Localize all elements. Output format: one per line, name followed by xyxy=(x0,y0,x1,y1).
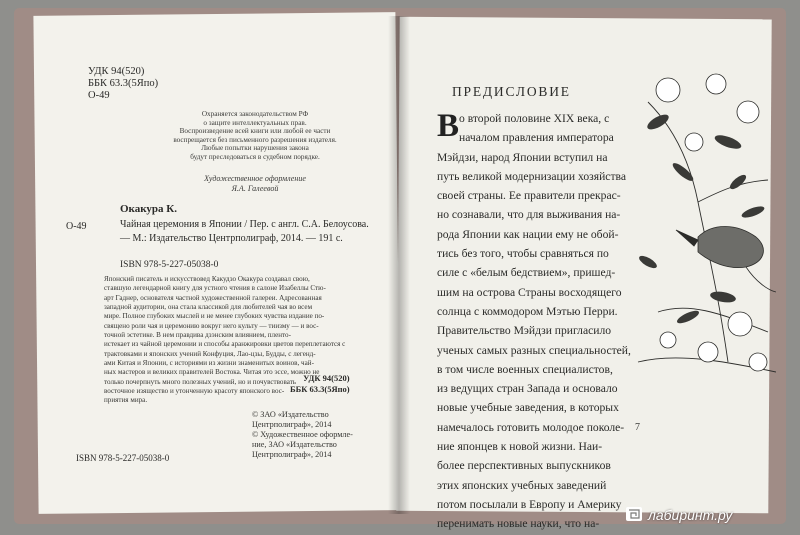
text-line: намечалось готовить молодое поколе- xyxy=(437,420,625,434)
bibliographic-record: Чайная церемония в Японии / Пер. с англ. С.А. Белоусова. — М.: Издательство Центрполиграф, 2014. — 191 с. xyxy=(120,219,369,244)
labirint-logo-icon xyxy=(625,506,643,522)
floral-bird-illustration xyxy=(628,62,776,392)
text-line: солнца с коммодором Мэтью Перри. xyxy=(437,304,618,318)
copyright-line: Воспроизведение всей книги или любой ее части xyxy=(179,127,331,136)
text-line: этих японских учебных заведений xyxy=(437,478,607,492)
rights-line: © Художественное оформле- xyxy=(252,430,353,439)
description-line: Японский писатель и искусствовед Какудзо Окакура создавал свою, xyxy=(104,275,310,283)
drop-cap: В xyxy=(437,108,460,144)
text-line: рода Японии как нации ему не обой- xyxy=(437,227,619,241)
rights-line: © ЗАО «Издательство xyxy=(252,410,329,419)
text-line: своей страны. Ее правители прекрас- xyxy=(437,189,621,203)
text-line: Правительство Мэйдзи пригласило xyxy=(437,324,612,338)
description-line: арт Гаднер, основателя частной художественной галереи. Адресованная xyxy=(104,293,322,302)
watermark: лабиринт.ру xyxy=(648,507,733,523)
copyright-line: Любые попытки нарушения закона xyxy=(201,144,309,153)
rights-line: Центрполиграф», 2014 xyxy=(252,450,332,459)
udk-line: УДК 94(520) xyxy=(88,66,145,77)
bbk-line: ББК 63.3(5Япо) xyxy=(88,78,159,89)
description-line: точной эстетике. В нем правдива дзэнским влиянием, пленто- xyxy=(104,331,291,340)
text-line: шим на острова Страны восходящего xyxy=(437,285,622,299)
udk-footer xyxy=(290,373,350,395)
description-line: восточное изящество и утонченную красоту японского вос- xyxy=(104,387,285,396)
description-line: священо роли чая и церемонию вокруг него культу — тиизму — и вос- xyxy=(104,321,319,330)
text-line: силе с «белым бедствием», пришед- xyxy=(437,266,616,280)
code-line: O-49 xyxy=(88,90,110,101)
text-line: ние японцев к новой жизни. Наи- xyxy=(437,440,603,454)
catalog-code: O-49 xyxy=(66,221,87,232)
bbk-footer-line: ББК 63.3(5Япо) xyxy=(290,384,350,394)
copyright-line: Охраняется законодательством РФ xyxy=(201,110,309,118)
rights-line: ние, ЗАО «Издательство xyxy=(252,440,337,449)
copyright-line: воспрещается без письменного разрешения издателя. xyxy=(173,135,337,144)
book-spine-gutter xyxy=(388,16,410,514)
text-line: но сознавали, что для выживания на- xyxy=(437,208,621,222)
description-line: мире. Полное глубоких мыслей и не менее глубоких чувства издание по- xyxy=(104,312,325,321)
text-line: более перспективных выпускников xyxy=(437,459,611,473)
isbn-footer: ISBN 978-5-227-05038-0 xyxy=(76,453,170,463)
isbn: ISBN 978-5-227-05038-0 xyxy=(120,260,219,270)
text-line: потом посылали в Европу и Америку xyxy=(437,497,622,511)
text-line: тись без того, чтобы сравняться по xyxy=(437,247,609,261)
chapter-heading: ПРЕДИСЛОВИЕ xyxy=(452,84,571,99)
text-line: новые учебные заведения, в которых xyxy=(437,401,619,415)
art-design-label: Художественное оформление xyxy=(204,174,306,183)
text-line: перенимать новые науки, что на- xyxy=(437,517,600,531)
udk-footer-line: УДК 94(520) xyxy=(303,373,350,383)
preface-text xyxy=(437,109,642,534)
art-design-credit xyxy=(150,174,360,194)
udk-block xyxy=(88,66,158,102)
art-designer-name: Я.А. Галеевой xyxy=(231,184,279,193)
text-line: путь великой модернизации хозяйства xyxy=(437,169,626,183)
copyright-line: о защите интеллектуальных прав. xyxy=(203,118,307,127)
copyright-notice xyxy=(150,110,360,162)
description-line: ами Китая и Японии, с историями из жизни знаменитых воинов, чай- xyxy=(104,359,314,368)
description-line: истекает из чайной церемонии и способы аранжировки цветов переплетаются с xyxy=(104,340,346,349)
text-line: началом правления императора xyxy=(459,131,614,145)
text-line: ученых самых разных специальностей, xyxy=(437,343,631,357)
text-line: в том числе военных специалистов, xyxy=(437,362,613,376)
description-line: ных мастеров и великих правителей Востока. Читая это эссе, можно не xyxy=(104,368,320,377)
page-number: 7 xyxy=(635,422,640,433)
text-line: Мэйдзи, народ Японии вступил на xyxy=(437,150,608,164)
description-line: ставшую легендарной книгу для устного чтения в салоне Изабеллы Стю- xyxy=(104,284,326,293)
text-line: из ведущих стран Запада и основало xyxy=(437,382,618,396)
text-line: о второй половине XIX века, с xyxy=(459,112,610,125)
rights-block xyxy=(252,410,353,460)
author-name: Окакура К. xyxy=(120,203,178,215)
description-line: трактовками и японских учений Конфуция, Лао-цзы, Будды, с легенд- xyxy=(104,349,316,358)
description-line: только почерпнуть много полезных учений, но и почувствовать xyxy=(104,377,297,386)
rights-line: Центрполиграф», 2014 xyxy=(252,420,332,429)
copyright-line: будут преследоваться в судебном порядке. xyxy=(190,152,320,161)
description-line: приятия мира. xyxy=(104,396,148,405)
description-line: западной аудитории, она стала классикой для любителей чая во всем xyxy=(104,303,313,312)
